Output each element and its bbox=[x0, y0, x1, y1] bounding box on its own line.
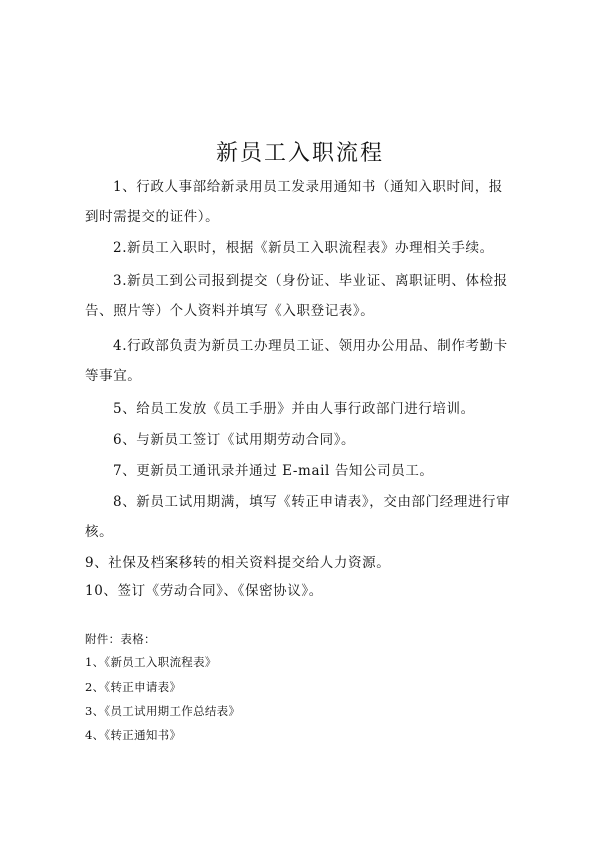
step-9 bbox=[85, 548, 525, 578]
attachment-item-4: 4、《转正通知书》 bbox=[85, 728, 182, 742]
step-7-line-1: 7、更新员工通讯录并通过 E-mail 告知公司员工。 bbox=[113, 463, 434, 479]
step-8-line-1: 8、新员工试用期满，填写《转正申请表》，交由部门经理进行审 bbox=[113, 494, 511, 510]
step-7 bbox=[85, 456, 525, 486]
step-6 bbox=[85, 425, 525, 455]
step-4-line-1: 4.行政部负责为新员工办理员工证、领用办公用品、制作考勤卡 bbox=[113, 338, 508, 354]
page-title: 新员工入职流程 bbox=[215, 141, 384, 166]
step-2-line-1: 2.新员工入职时，根据《新员工入职流程表》办理相关手续。 bbox=[113, 240, 494, 256]
step-5 bbox=[85, 394, 525, 424]
step-4 bbox=[85, 331, 525, 391]
step-1-line-2: 到时需提交的证件）。 bbox=[85, 209, 220, 225]
step-6-line-1: 6、与新员工签订《试用期劳动合同》。 bbox=[113, 432, 356, 448]
step-3-line-1: 3.新员工到公司报到提交（身份证、毕业证、离职证明、体检报 bbox=[113, 273, 508, 289]
step-1 bbox=[85, 172, 525, 232]
step-2 bbox=[85, 233, 525, 263]
step-10-line-1: 10、签订《劳动合同》、《保密协议》。 bbox=[85, 583, 323, 599]
step-3 bbox=[85, 266, 525, 326]
step-1-line-1: 1、行政人事部给新录用员工发录用通知书（通知入职时间，报 bbox=[113, 179, 503, 195]
step-3-line-2: 告、照片等）个人资料并填写《入职登记表》。 bbox=[85, 303, 375, 319]
step-10 bbox=[85, 576, 525, 606]
attachment-item-1: 1、《新员工入职流程表》 bbox=[85, 655, 217, 669]
attachments-heading: 附件：表格： bbox=[85, 632, 156, 646]
step-4-line-2: 等事宜。 bbox=[85, 368, 142, 384]
step-8 bbox=[85, 487, 525, 547]
step-9-line-1: 9、社保及档案移转的相关资料提交给人力资源。 bbox=[85, 555, 391, 571]
step-5-line-1: 5、给员工发放《员工手册》并由人事行政部门进行培训。 bbox=[113, 401, 475, 417]
attachment-item-2: 2、《转正申请表》 bbox=[85, 680, 182, 694]
attachment-item-3: 3、《员工试用期工作总结表》 bbox=[85, 704, 241, 718]
step-8-line-2: 核。 bbox=[85, 524, 114, 540]
